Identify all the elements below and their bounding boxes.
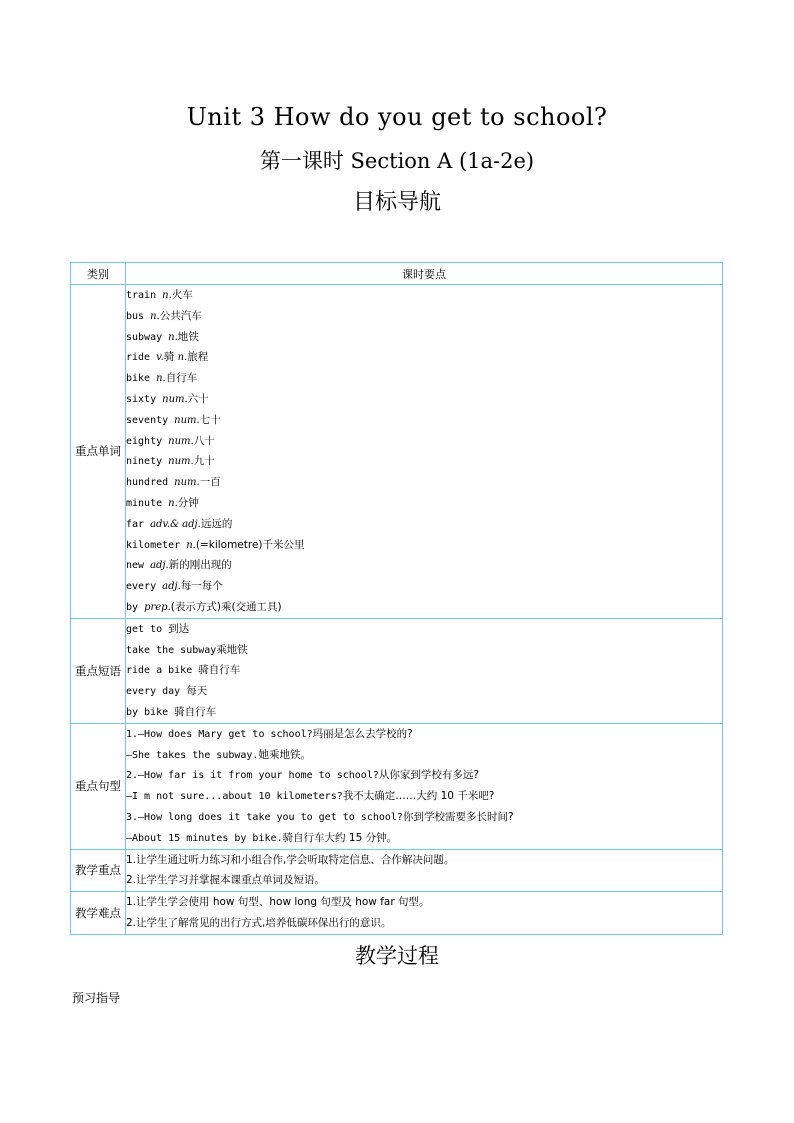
list-item: by prep.(表示方式)乘(交通工具) bbox=[126, 600, 282, 613]
lesson-title: 第一课时 Section A (1a-2e) bbox=[259, 149, 535, 173]
table-header-row bbox=[71, 263, 723, 285]
list-item: subway n.地铁 bbox=[126, 330, 199, 343]
list-item: 3.—How long does it take you to get to school?你到学校需要多长时间? bbox=[126, 810, 514, 823]
list-item: far adv.& adj.远远的 bbox=[126, 517, 233, 530]
list-item: 1.让学生学会使用 how 句型、how long 句型及 how far 句型。 bbox=[126, 896, 430, 909]
phrases-row bbox=[71, 618, 723, 723]
list-item: new adj.新的刚出现的 bbox=[126, 559, 232, 572]
list-item: ninety num.九十 bbox=[126, 455, 215, 468]
list-item: train n.火车 bbox=[126, 289, 193, 301]
sentences-list bbox=[126, 723, 723, 849]
list-item: ride v.骑 n.旅程 bbox=[126, 351, 209, 364]
list-item: by bike 骑自行车 bbox=[126, 705, 217, 718]
nav-title: 目标导航 bbox=[352, 190, 441, 215]
preview-label: 预习指导 bbox=[72, 991, 121, 1005]
phrases-list bbox=[126, 618, 723, 723]
list-item: minute n.分钟 bbox=[126, 496, 199, 509]
list-item: —I m not sure...about 10 kilometers?我不太确定……大约 10 千米吧? bbox=[126, 790, 495, 803]
lesson-plan-table bbox=[70, 262, 723, 935]
list-item: kilometer n.(=kilometre)千米公里 bbox=[126, 538, 305, 551]
list-item: 2.让学生学习并掌握本课重点单词及短语。 bbox=[126, 874, 326, 887]
list-item: hundred num.一百 bbox=[126, 476, 221, 489]
focus-row bbox=[71, 849, 723, 892]
focus-label: 教学重点 bbox=[71, 849, 126, 892]
focus-list bbox=[126, 849, 723, 892]
list-item: eighty num.八十 bbox=[126, 434, 215, 447]
column-header-category: 类别 bbox=[71, 263, 126, 285]
list-item: sixty num.六十 bbox=[126, 392, 209, 405]
list-item: 2.让学生了解常见的出行方式,培养低碳环保出行的意识。 bbox=[126, 916, 392, 929]
list-item: ride a bike 骑自行车 bbox=[126, 664, 241, 677]
vocab-list bbox=[126, 285, 723, 619]
difficulty-label: 教学难点 bbox=[71, 892, 126, 935]
list-item: bus n.公共汽车 bbox=[126, 309, 202, 322]
sentences-row bbox=[71, 723, 723, 849]
list-item: get to 到达 bbox=[126, 622, 190, 635]
list-item: seventy num.七十 bbox=[126, 413, 221, 426]
vocab-row bbox=[71, 285, 723, 619]
difficulty-list bbox=[126, 892, 723, 935]
unit-title: Unit 3 How do you get to school? bbox=[186, 103, 608, 131]
column-header-points: 课时要点 bbox=[126, 263, 723, 285]
list-item: 1.—How does Mary get to school?玛丽是怎么去学校的? bbox=[126, 727, 413, 740]
sentences-label: 重点句型 bbox=[71, 723, 126, 849]
process-title: 教学过程 bbox=[355, 944, 439, 968]
list-item: 1.让学生通过听力练习和小组合作,学会听取特定信息、合作解决问题。 bbox=[126, 853, 455, 866]
list-item: —About 15 minutes by bike.骑自行车大约 15 分钟。 bbox=[126, 831, 398, 844]
list-item: every adj.每一每个 bbox=[126, 580, 223, 593]
difficulty-row bbox=[71, 892, 723, 935]
list-item: —She takes the subway.她乘地铁。 bbox=[126, 748, 311, 761]
list-item: bike n.自行车 bbox=[126, 372, 198, 385]
list-item: take the subway乘地铁 bbox=[126, 643, 248, 656]
list-item: every day 每天 bbox=[126, 685, 208, 698]
list-item: 2.—How far is it from your home to school?从你家到学校有多远? bbox=[126, 769, 479, 782]
phrases-label: 重点短语 bbox=[71, 618, 126, 723]
vocab-label: 重点单词 bbox=[71, 285, 126, 619]
